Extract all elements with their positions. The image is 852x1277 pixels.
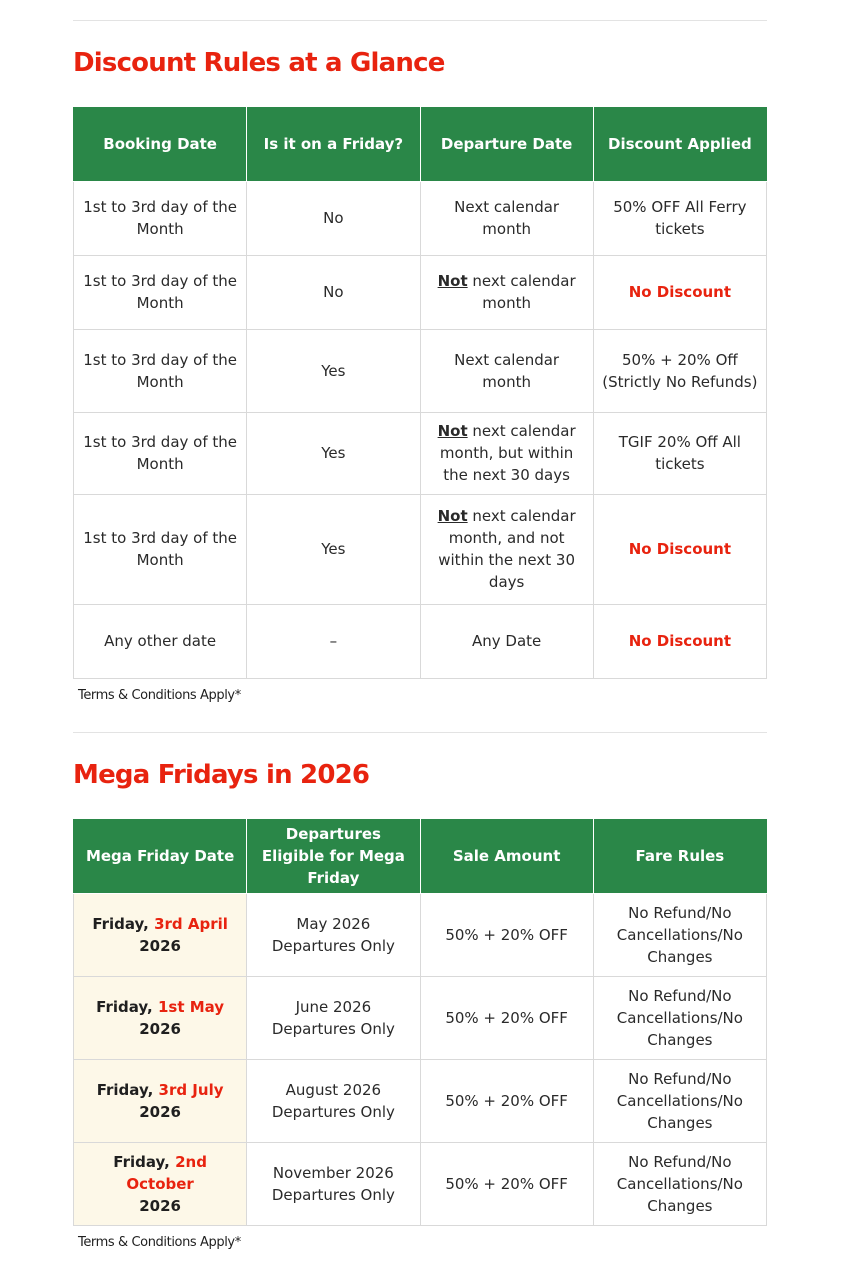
table-row	[74, 412, 767, 494]
departure-date-cell	[420, 604, 593, 678]
date-text: 3rd April	[154, 914, 228, 933]
mega-friday-date-cell	[74, 1059, 247, 1142]
header-departures-eligible: Departures Eligible for Mega Friday	[247, 819, 420, 893]
fare-rules-cell: No Refund/No Cancellations/No Changes	[593, 1142, 766, 1225]
booking-date-cell: 1st to 3rd day of the Month	[74, 329, 247, 412]
departures-cell: June 2026 Departures Only	[247, 976, 420, 1059]
header-sale-amount: Sale Amount	[420, 819, 593, 893]
table-row	[74, 893, 767, 976]
header-is-friday: Is it on a Friday?	[247, 107, 420, 181]
mega-fridays-table	[73, 819, 767, 1226]
friday-cell: –	[247, 604, 420, 678]
sale-amount-cell: 50% + 20% OFF	[420, 976, 593, 1059]
departure-text: next calendar month, but within the next 30 days	[439, 422, 576, 484]
weekday-text: Friday,	[96, 1080, 154, 1099]
header-departure-date: Departure Date	[420, 107, 593, 181]
departure-date-cell	[420, 329, 593, 412]
terms-conditions-note: Terms & Conditions Apply*	[78, 1235, 241, 1250]
discount-rules-title: Discount Rules at a Glance	[73, 48, 445, 78]
discount-cell: No Discount	[593, 255, 766, 329]
header-discount-applied: Discount Applied	[593, 107, 766, 181]
booking-date-cell: 1st to 3rd day of the Month	[74, 181, 247, 255]
not-emphasis: Not	[437, 507, 468, 525]
header-mega-friday-date: Mega Friday Date	[74, 819, 247, 893]
sale-amount-cell: 50% + 20% OFF	[420, 1142, 593, 1225]
friday-cell: Yes	[247, 494, 420, 604]
date-text: 3rd July	[158, 1080, 224, 1099]
departures-cell: August 2026 Departures Only	[247, 1059, 420, 1142]
friday-cell: Yes	[247, 412, 420, 494]
section-divider	[73, 732, 767, 733]
weekday-text: Friday,	[92, 914, 149, 933]
table-row	[74, 494, 767, 604]
booking-date-cell: 1st to 3rd day of the Month	[74, 255, 247, 329]
departure-text: Next calendar month	[454, 198, 560, 238]
departures-cell: May 2026 Departures Only	[247, 893, 420, 976]
date-text: 1st May	[157, 997, 225, 1016]
booking-date-cell: 1st to 3rd day of the Month	[74, 412, 247, 494]
year-text: 2026	[139, 1102, 181, 1121]
friday-cell: No	[247, 255, 420, 329]
booking-date-cell: 1st to 3rd day of the Month	[74, 494, 247, 604]
date-text: 2nd October	[126, 1152, 207, 1193]
table-row	[74, 1059, 767, 1142]
sale-amount-cell: 50% + 20% OFF	[420, 893, 593, 976]
departure-text: Any Date	[471, 632, 542, 650]
departure-text: next calendar month	[467, 272, 576, 312]
table-row	[74, 604, 767, 678]
table-row	[74, 1142, 767, 1225]
mega-friday-date-cell	[74, 893, 247, 976]
header-booking-date: Booking Date	[74, 107, 247, 181]
mega-friday-date-cell	[74, 1142, 247, 1225]
departures-cell: November 2026 Departures Only	[247, 1142, 420, 1225]
fare-rules-cell: No Refund/No Cancellations/No Changes	[593, 893, 766, 976]
discount-cell: 50% + 20% Off (Strictly No Refunds)	[593, 329, 766, 412]
departure-date-cell	[420, 255, 593, 329]
year-text: 2026	[139, 1019, 181, 1038]
departure-date-cell	[420, 181, 593, 255]
discount-cell: TGIF 20% Off All tickets	[593, 412, 766, 494]
discount-cell: 50% OFF All Ferry tickets	[593, 181, 766, 255]
table-row	[74, 181, 767, 255]
discount-cell: No Discount	[593, 494, 766, 604]
weekday-text: Friday,	[96, 997, 153, 1016]
departure-text: next calendar month, and not within the next 30 days	[438, 507, 576, 591]
departure-text: Next calendar month	[454, 350, 560, 391]
mega-fridays-title: Mega Fridays in 2026	[73, 760, 370, 790]
table-header-row	[74, 107, 767, 181]
terms-conditions-note: Terms & Conditions Apply*	[78, 688, 241, 703]
table-row	[74, 329, 767, 412]
fare-rules-cell: No Refund/No Cancellations/No Changes	[593, 1059, 766, 1142]
header-fare-rules: Fare Rules	[593, 819, 766, 893]
departure-date-cell	[420, 412, 593, 494]
not-emphasis: Not	[437, 422, 468, 440]
year-text: 2026	[139, 936, 181, 955]
mega-friday-date-cell	[74, 976, 247, 1059]
discount-rules-table	[73, 107, 767, 679]
weekday-text: Friday,	[113, 1152, 170, 1171]
not-emphasis: Not	[437, 272, 468, 290]
table-header-row	[74, 819, 767, 893]
table-row	[74, 255, 767, 329]
top-divider	[73, 20, 767, 21]
sale-amount-cell: 50% + 20% OFF	[420, 1059, 593, 1142]
year-text: 2026	[139, 1196, 181, 1215]
discount-cell: No Discount	[593, 604, 766, 678]
departure-date-cell	[420, 494, 593, 604]
booking-date-cell: Any other date	[74, 604, 247, 678]
friday-cell: Yes	[247, 329, 420, 412]
table-row	[74, 976, 767, 1059]
fare-rules-cell: No Refund/No Cancellations/No Changes	[593, 976, 766, 1059]
friday-cell: No	[247, 181, 420, 255]
